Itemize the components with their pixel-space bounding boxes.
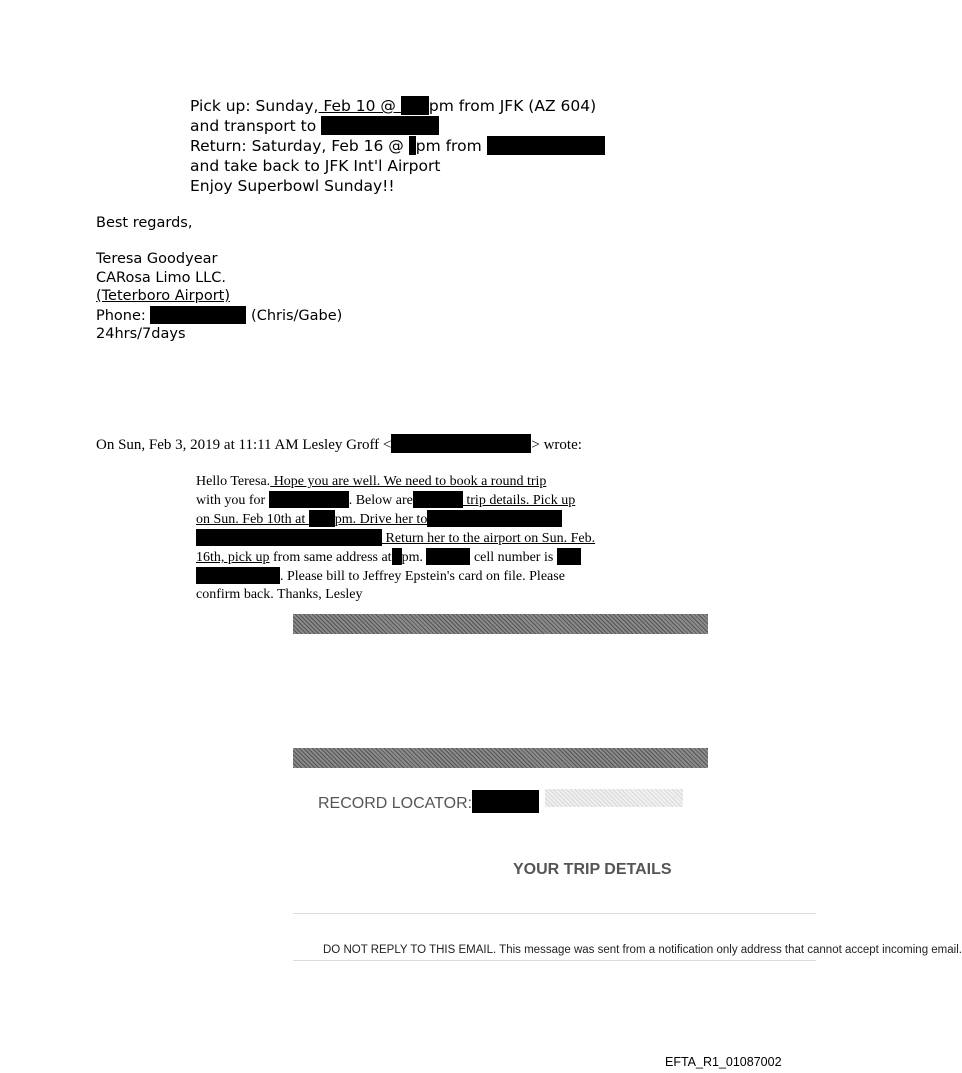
redaction-box	[269, 491, 349, 508]
redaction-box	[427, 510, 562, 527]
redaction-box	[309, 510, 335, 527]
signature-phone	[96, 306, 342, 326]
email-body	[196, 473, 595, 604]
record-locator	[318, 790, 539, 813]
itinerary-line-closing: Enjoy Superbowl Sunday!!	[190, 177, 395, 195]
redaction-box	[487, 136, 605, 155]
email-text: Return her to the airport on Sun. Feb.	[382, 531, 596, 546]
email-text: pm.	[401, 550, 427, 565]
email-body-line	[196, 567, 595, 586]
signature-block	[96, 250, 342, 344]
email-text: Hope you are well. We need to book a round trip	[270, 474, 547, 489]
email-text: pm. Drive her to	[334, 512, 428, 527]
signature-company: CARosa Limo LLC.	[96, 269, 226, 286]
phone-contacts: (Chris/Gabe)	[251, 307, 343, 324]
redaction-box	[321, 116, 439, 135]
email-body-line: confirm back. Thanks, Lesley	[196, 587, 363, 602]
itinerary-line-pickup	[190, 96, 605, 116]
itinerary-transport-text: and transport to	[190, 117, 322, 135]
email-text: 16th, pick up	[196, 550, 270, 565]
redaction-box	[391, 434, 531, 453]
email-body-line	[196, 529, 595, 548]
redaction-box	[150, 306, 246, 324]
redaction-box	[196, 567, 280, 584]
email-text: on Sun. Feb 10th at	[196, 512, 309, 527]
email-header-suffix: > wrote:	[531, 437, 582, 453]
redaction-box	[392, 548, 402, 565]
redaction-box	[472, 790, 539, 813]
email-text: . Please bill to Jeffrey Epstein's card on file. Please	[280, 569, 565, 584]
redacted-banner-bottom	[293, 748, 708, 768]
phone-label: Phone:	[96, 307, 146, 324]
itinerary-line-return	[190, 136, 605, 156]
itinerary-return-date: Return: Saturday, Feb 16 @	[190, 137, 409, 155]
redaction-box	[426, 548, 470, 565]
email-greeting: Hello Teresa.	[196, 474, 271, 489]
itinerary-pickup-date: Feb 10 @	[318, 97, 401, 115]
itinerary-line-transport	[190, 116, 605, 136]
email-text: cell number is	[470, 550, 557, 565]
signature-location	[96, 287, 342, 306]
trip-details-heading: YOUR TRIP DETAILS	[513, 861, 672, 878]
redacted-banner-top	[293, 614, 708, 634]
email-header-prefix: On Sun, Feb 3, 2019 at 11:11 AM Lesley Groff <	[96, 437, 392, 453]
email-body-line	[196, 491, 595, 510]
divider	[293, 960, 816, 961]
redaction-box	[196, 529, 382, 546]
no-reply-notice: DO NOT REPLY TO THIS EMAIL. This message was sent from a notification only address that cannot accept incoming email.	[323, 944, 962, 956]
email-body-line	[196, 548, 595, 567]
itinerary-return-from: pm from	[415, 137, 487, 155]
signature-hours: 24hrs/7days	[96, 326, 186, 342]
itinerary-pickup-day: Pick up: Sunday,	[190, 97, 319, 115]
redaction-box	[401, 96, 429, 115]
email-text: with you for	[196, 493, 269, 508]
divider	[293, 913, 816, 914]
redaction-box	[557, 548, 581, 565]
redaction-box	[413, 491, 463, 508]
document-id: EFTA_R1_01087002	[665, 1055, 782, 1069]
itinerary-line-dropoff: and take back to JFK Int'l Airport	[190, 157, 441, 175]
record-locator-shaded-field	[545, 789, 683, 807]
email-text: trip details. Pick up	[462, 493, 576, 508]
redaction-box	[409, 136, 416, 155]
signature-closing: Best regards,	[96, 215, 193, 231]
email-body-line	[196, 473, 595, 491]
record-locator-label: RECORD LOCATOR:	[318, 795, 473, 812]
email-body-line	[196, 510, 595, 529]
email-quote-header	[96, 434, 582, 455]
quoted-itinerary	[190, 96, 605, 196]
email-text: . Below are	[348, 493, 413, 508]
itinerary-pickup-flight: pm from JFK (AZ 604)	[428, 97, 597, 115]
signature-location-text: (Teterboro Airport)	[96, 288, 231, 304]
signature-name: Teresa Goodyear	[96, 251, 218, 267]
email-text: from same address at	[269, 550, 392, 565]
